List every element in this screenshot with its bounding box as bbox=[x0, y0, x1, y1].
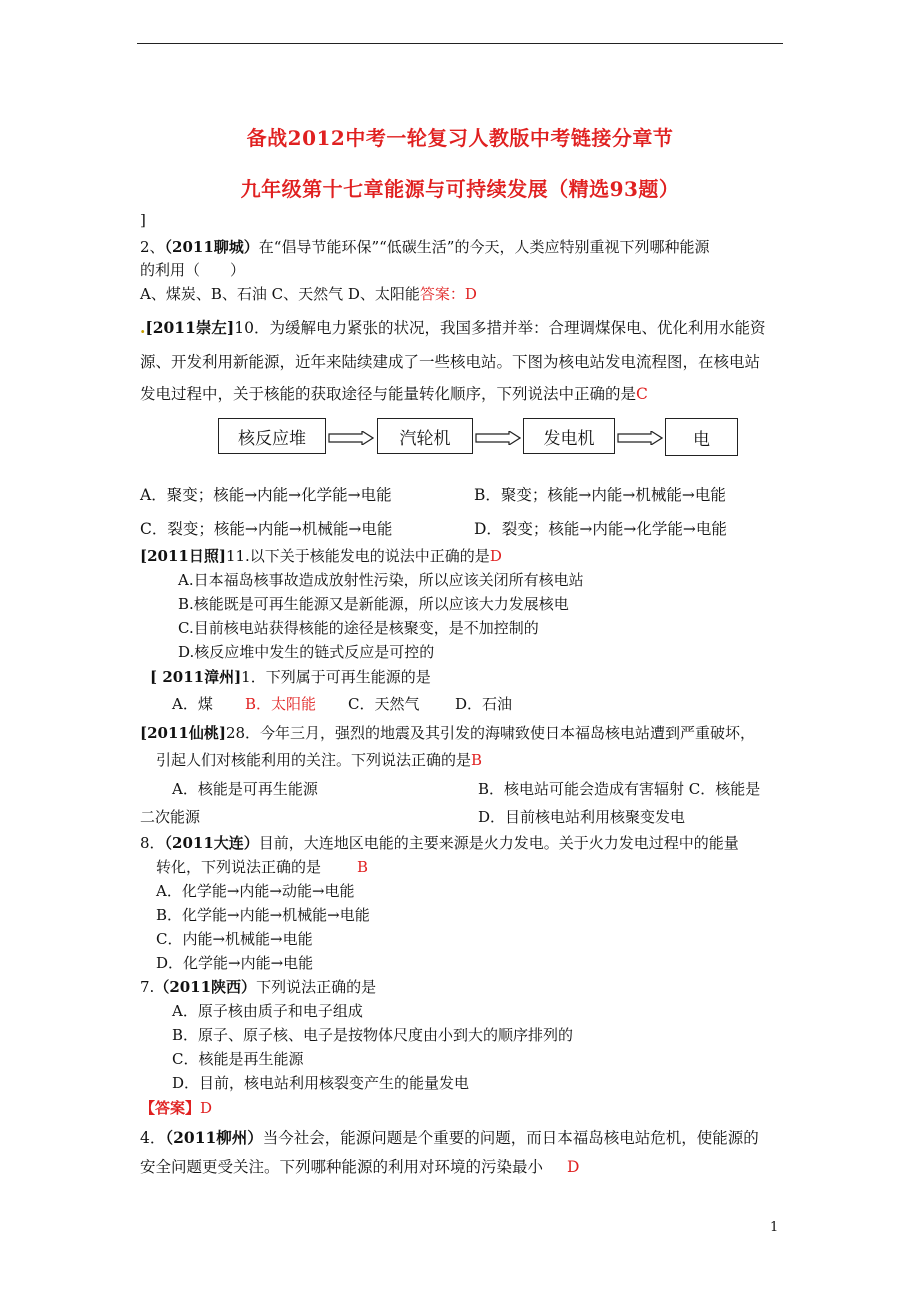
q5-option-b: B．核电站可能会造成有害辐射 C．核能是 bbox=[478, 780, 761, 798]
q5-option-d: D．目前核电站利用核聚变发电 bbox=[478, 808, 686, 826]
q8-number: 4． bbox=[140, 1129, 166, 1147]
q6-answer: B bbox=[357, 858, 369, 876]
q6-number: 8． bbox=[140, 834, 165, 852]
q7-option-d: D．目前，核电站利用核裂变产生的能量发电 bbox=[172, 1074, 470, 1092]
q2-answer: C bbox=[636, 385, 648, 403]
q7-stem: 下列说法正确的是 bbox=[256, 978, 377, 996]
header-rule bbox=[137, 43, 783, 44]
q3-option-c: C.目前核电站获得核能的途径是核聚变，是不加控制的 bbox=[178, 619, 539, 637]
q2-option-a: A．聚变；核能→内能→化学能→电能 bbox=[140, 486, 392, 504]
q6-option-b: B．化学能→内能→机械能→电能 bbox=[156, 906, 370, 924]
q5-stem2: 引起人们对核能利用的关注。下列说法正确的是 bbox=[156, 751, 472, 769]
q1-number: 2、 bbox=[140, 238, 165, 256]
page-subtitle: 九年级第十七章能源与可持续发展（精选93题） bbox=[240, 177, 680, 201]
q8-line2 bbox=[140, 1160, 579, 1176]
q4-line bbox=[150, 670, 431, 685]
q8-stem2: 安全问题更受关注。下列哪种能源的利用对环境的污染最小 bbox=[140, 1158, 544, 1176]
q4-option-c: C．天然气 bbox=[348, 695, 420, 713]
q4-option-d: D．石油 bbox=[455, 695, 513, 713]
q2-option-d: D．裂变；核能→内能→化学能→电能 bbox=[474, 520, 727, 538]
flow-box-reactor: 核反应堆 bbox=[218, 418, 326, 454]
q5-line1 bbox=[140, 726, 755, 741]
q1-option-list: A、煤炭、B、石油 C、天然气 D、太阳能 bbox=[140, 285, 420, 303]
q7-answer-tag: 【答案】 bbox=[140, 1099, 201, 1117]
q7-answer-line bbox=[140, 1101, 212, 1116]
q4-option-a: A．煤 bbox=[172, 695, 213, 713]
q8-line1 bbox=[140, 1130, 759, 1147]
q2-line2: 源、开发利用新能源，近年来陆续建成了一些核电站。下图为核电站发电流程图，在核电站 bbox=[140, 353, 761, 371]
q2-line1 bbox=[140, 320, 765, 337]
q6-line1 bbox=[140, 836, 739, 851]
q2-tag: [2011崇左] bbox=[145, 318, 235, 337]
q6-option-c: C．内能→机械能→电能 bbox=[156, 930, 313, 948]
q1-stem: 在“倡导节能环保”“低碳生活”的今天，人类应特别重视下列哪种能源 bbox=[258, 238, 710, 256]
q1-tag: （2011聊城） bbox=[164, 238, 259, 256]
page-number: 1 bbox=[770, 1220, 779, 1235]
q3-stem: 11.以下关于核能发电的说法中正确的是 bbox=[225, 547, 490, 565]
q1-answer: 答案：D bbox=[419, 285, 477, 303]
flow-box-turbine: 汽轮机 bbox=[377, 418, 473, 454]
stray-bracket: ] bbox=[140, 211, 146, 229]
q1-options bbox=[140, 287, 477, 302]
q6-stem2: 转化，下列说法正确的是 bbox=[156, 858, 322, 876]
flow-arrow-icon bbox=[328, 431, 374, 445]
q2-line3 bbox=[140, 387, 648, 403]
flow-box-generator: 发电机 bbox=[523, 418, 615, 454]
q7-option-b: B．原子、原子核、电子是按物体尺度由小到大的顺序排列的 bbox=[172, 1026, 574, 1044]
flow-arrow-icon bbox=[617, 431, 663, 445]
q3-line bbox=[140, 549, 502, 564]
q4-tag: [ 2011漳州] bbox=[150, 668, 242, 686]
q5-tag: [2011仙桃] bbox=[140, 724, 226, 742]
q8-tag: （2011柳州） bbox=[165, 1128, 263, 1147]
q7-answer: D bbox=[200, 1099, 213, 1117]
q5-stem1: 28．今年三月，强烈的地震及其引发的海啸致使日本福岛核电站遭到严重破坏， bbox=[225, 724, 756, 742]
q6-stem1: 目前，大连地区电能的主要来源是火力发电。关于火力发电过程中的能量 bbox=[258, 834, 739, 852]
q6-option-a: A．化学能→内能→动能→电能 bbox=[156, 882, 355, 900]
q7-line bbox=[140, 980, 376, 995]
q1-line1 bbox=[140, 240, 709, 255]
q7-tag: （2011陕西） bbox=[154, 978, 257, 996]
q8-stem1: 当今社会，能源问题是个重要的问题，而日本福岛核电站危机，使能源的 bbox=[262, 1129, 759, 1147]
q4-stem: 1．下列属于可再生能源的是 bbox=[241, 668, 431, 686]
q5-option-a: A．核能是可再生能源 bbox=[172, 780, 318, 798]
q7-number: 7. bbox=[140, 978, 155, 996]
q8-answer: D bbox=[567, 1158, 580, 1176]
q6-line2 bbox=[156, 860, 368, 875]
q5-line2 bbox=[156, 753, 482, 768]
q5-answer: B bbox=[471, 751, 483, 769]
q3-tag: [2011日照] bbox=[140, 547, 226, 565]
q5-option-c-cont: 二次能源 bbox=[140, 808, 201, 826]
q2-option-c: C．裂变；核能→内能→机械能→电能 bbox=[140, 520, 393, 538]
q2-marker: . bbox=[140, 318, 146, 337]
q2-stem1: 10．为缓解电力紧张的状况，我国多措并举：合理调煤保电、优化利用水能资 bbox=[234, 319, 766, 337]
q6-tag: （2011大连） bbox=[164, 834, 259, 852]
q6-option-d: D．化学能→内能→电能 bbox=[156, 954, 314, 972]
flow-arrow-icon bbox=[475, 431, 521, 445]
flow-diagram bbox=[218, 418, 740, 458]
q3-option-a: A.日本福岛核事故造成放射性污染，所以应该关闭所有核电站 bbox=[178, 571, 584, 589]
q3-option-b: B.核能既是可再生能源又是新能源，所以应该大力发展核电 bbox=[178, 595, 569, 613]
q2-option-b: B．聚变；核能→内能→机械能→电能 bbox=[474, 486, 726, 504]
q2-stem3: 发电过程中，关于核能的获取途径与能量转化顺序，下列说法中正确的是 bbox=[140, 385, 637, 403]
q3-answer: D bbox=[489, 547, 502, 565]
q1-line2: 的利用（ ） bbox=[140, 261, 246, 279]
flow-box-electricity: 电 bbox=[665, 418, 738, 456]
q7-option-c: C．核能是再生能源 bbox=[172, 1050, 304, 1068]
q4-option-b: B．太阳能 bbox=[245, 695, 317, 713]
q3-option-d: D.核反应堆中发生的链式反应是可控的 bbox=[178, 643, 435, 661]
q7-option-a: A．原子核由质子和电子组成 bbox=[172, 1002, 363, 1020]
page-title: 备战2012中考一轮复习人教版中考链接分章节 bbox=[246, 126, 674, 150]
